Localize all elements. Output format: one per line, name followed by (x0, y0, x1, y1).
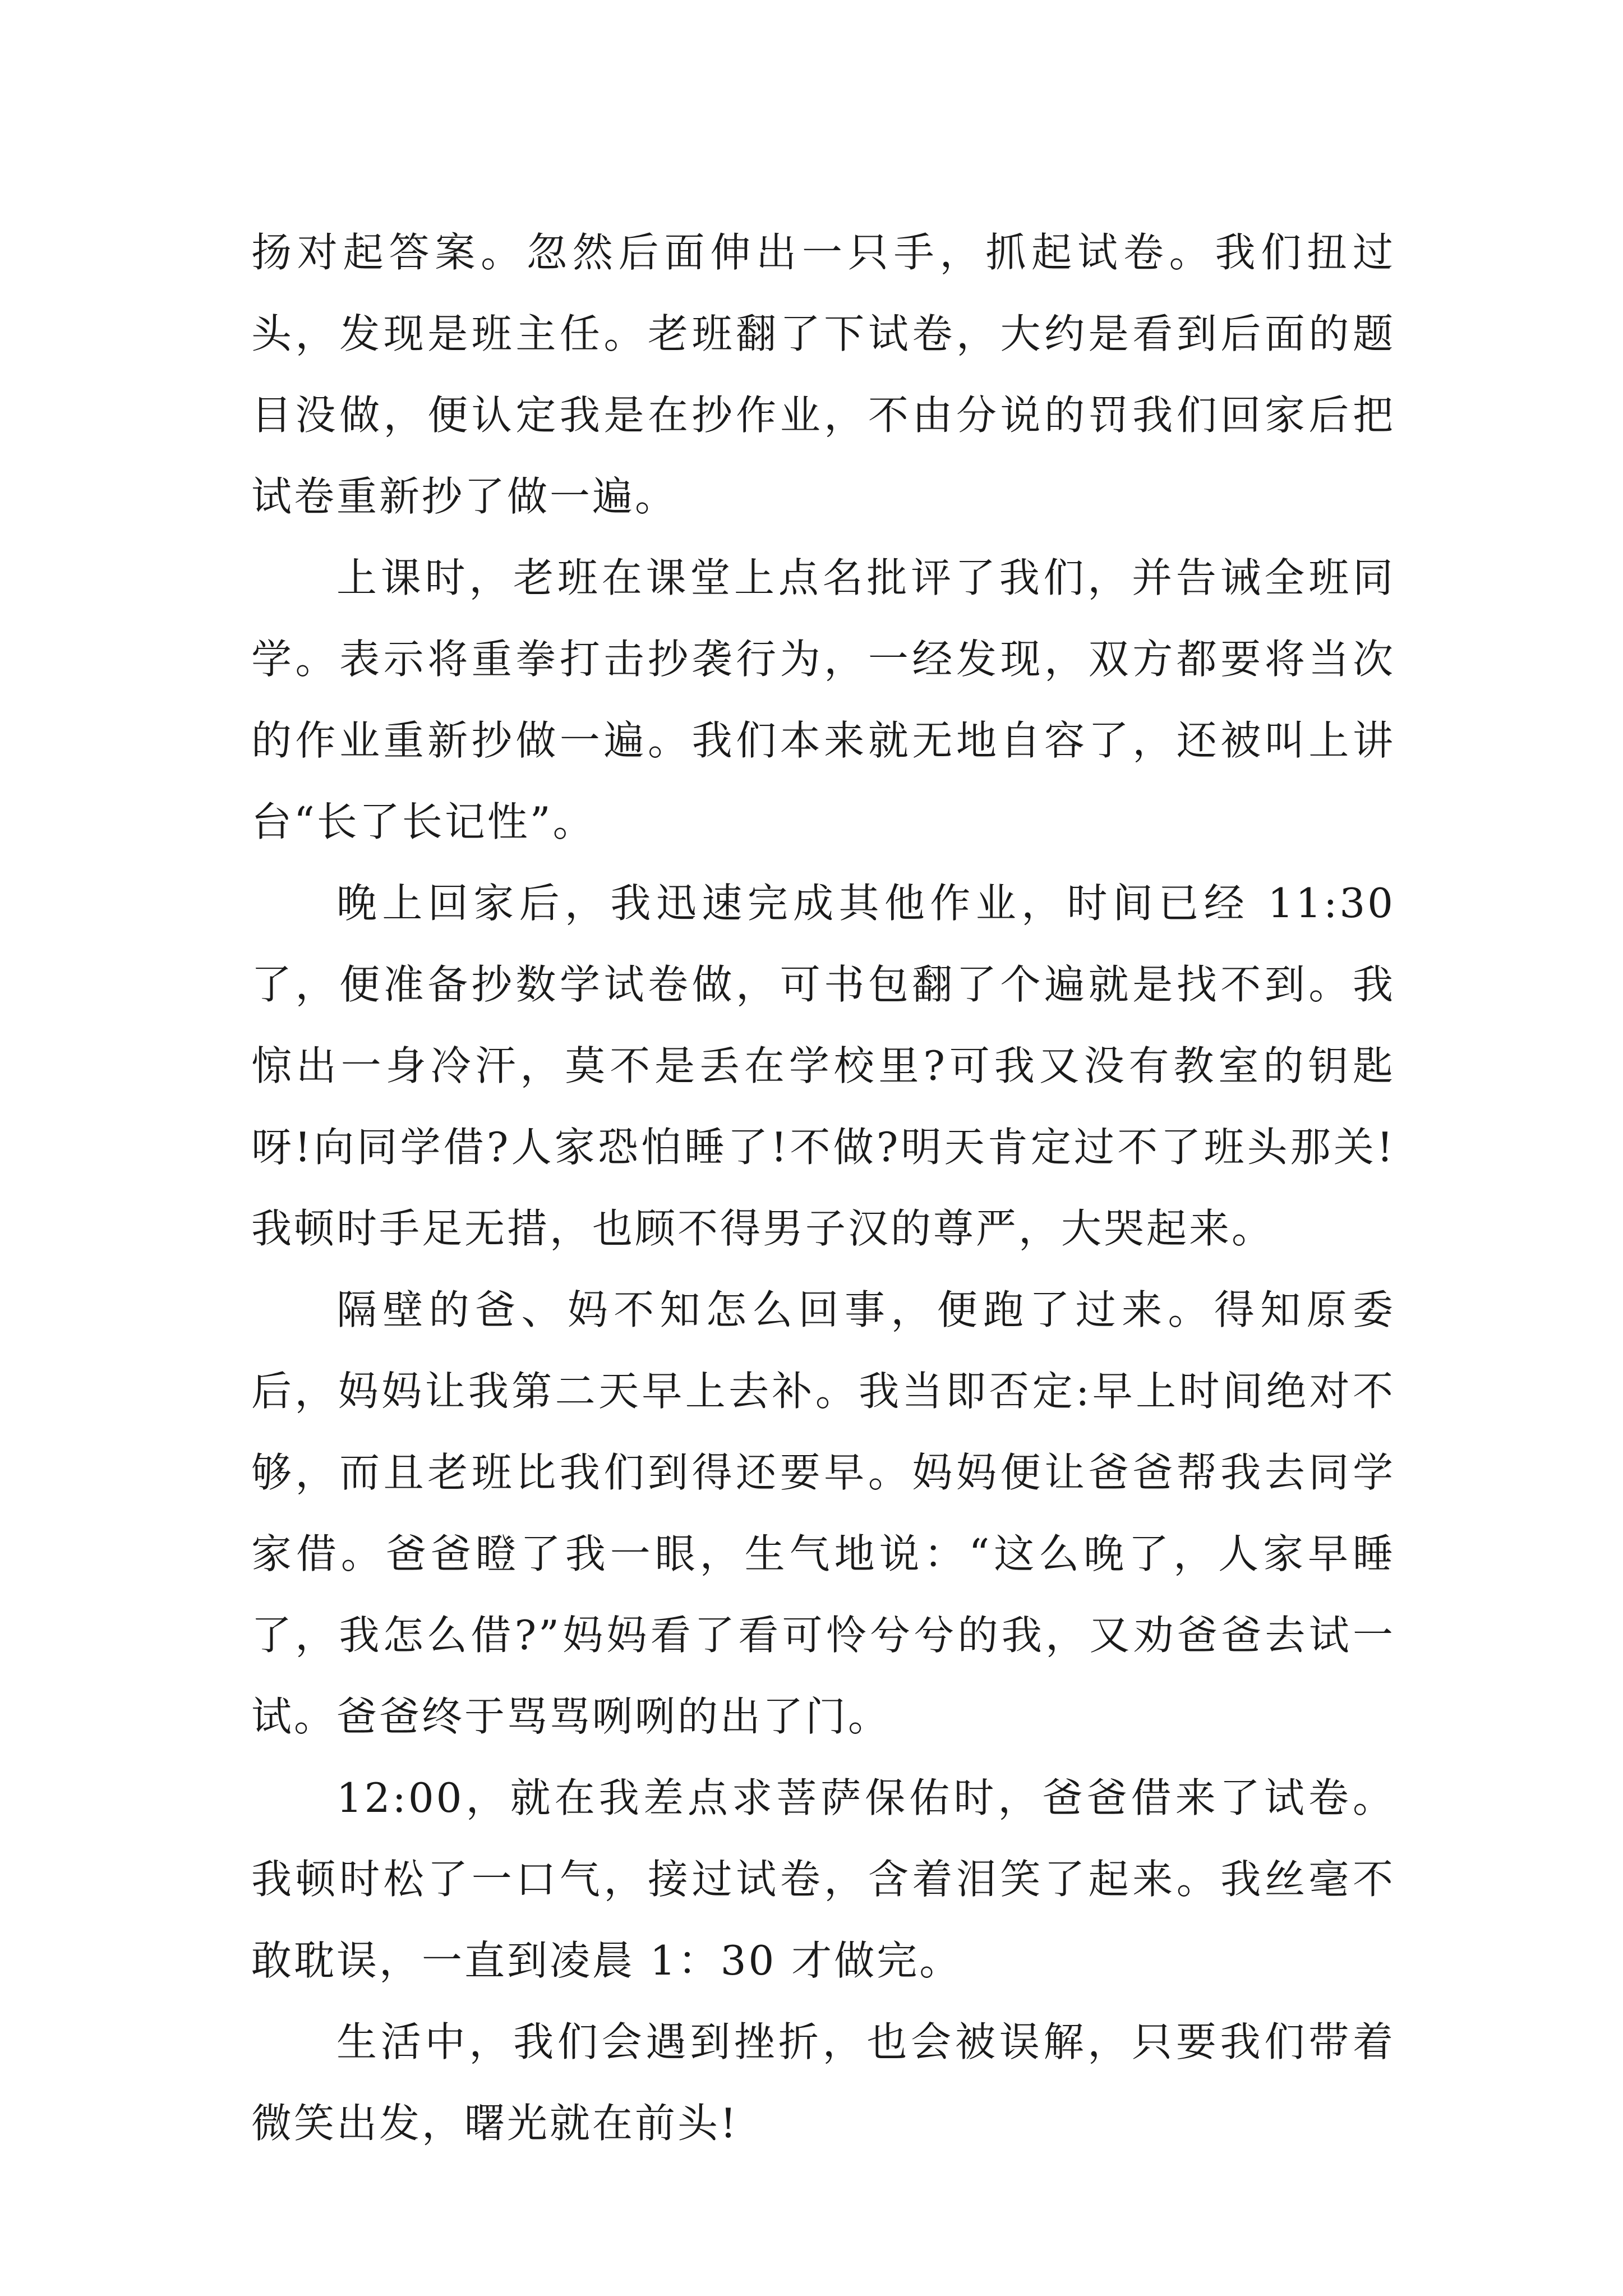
paragraph-6: 生活中，我们会遇到挫折，也会被误解，只要我们带着微笑出发，曙光就在前头! (251, 2018, 1395, 2147)
paragraph-2: 上课时，老班在课堂上点名批评了我们，并告诫全班同学。表示将重拳打击抄袭行为，一经发现，双方都要将当次的作业重新抄做一遍。我们本来就无地自容了，还被叫上讲台“长了长记性”。 (251, 554, 1395, 845)
document-body (251, 212, 1395, 2164)
paragraph-4: 隔壁的爸、妈不知怎么回事，便跑了过来。得知原委后，妈妈让我第二天早上去补。我当即否定:早上时间绝对不够，而且老班比我们到得还要早。妈妈便让爸爸帮我去同学家借。爸爸瞪了我一眼，生气地说：“这么晚了，人家早睡了，我怎么借?”妈妈看了看可怜兮兮的我，又劝爸爸去试一试。爸爸终于骂骂咧咧的出了门。 (251, 1286, 1395, 1740)
paragraph-3: 晚上回家后，我迅速完成其他作业，时间已经 11:30 了，便准备抄数学试卷做，可书包翻了个遍就是找不到。我惊出一身冷汗，莫不是丢在学校里?可我又没有教室的钥匙呀!向同学借?人家恐怕睡了!不做?明天肯定过不了班头那关!我顿时手足无措，也顾不得男子汉的尊严，大哭起来。 (251, 880, 1395, 1252)
paragraph-1: 扬对起答案。忽然后面伸出一只手，抓起试卷。我们扭过头，发现是班主任。老班翻了下试卷，大约是看到后面的题目没做，便认定我是在抄作业，不由分说的罚我们回家后把试卷重新抄了做一遍。 (251, 229, 1395, 520)
paragraph-5: 12:00，就在我差点求菩萨保佑时，爸爸借来了试卷。我顿时松了一口气，接过试卷，含着泪笑了起来。我丝毫不敢耽误，一直到凌晨 1：30 才做完。 (251, 1774, 1395, 1984)
